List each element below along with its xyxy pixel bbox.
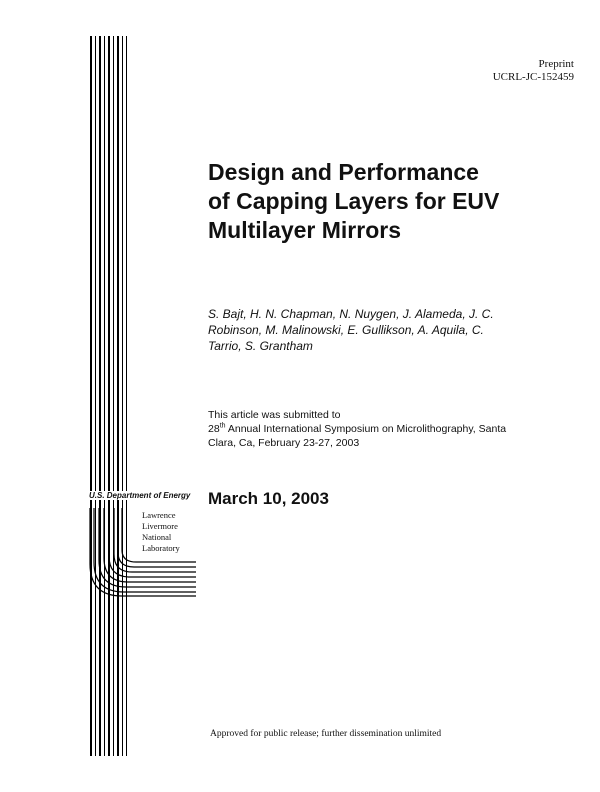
lab-name-line: Laboratory [142, 543, 180, 553]
symposium-name: Annual International Symposium on Microlithography, Santa [225, 423, 507, 435]
submission-line [208, 422, 578, 436]
vertical-rule [99, 36, 101, 756]
vertical-rule [126, 36, 127, 756]
vertical-rule [104, 36, 105, 756]
title-line: of Capping Layers for EUV [208, 188, 500, 214]
vertical-rule [108, 36, 110, 756]
lab-name-line: Lawrence [142, 510, 176, 520]
vertical-rule [122, 36, 123, 756]
authors-line: Robinson, M. Malinowski, E. Gullikson, A. Aquila, C. [208, 323, 484, 337]
lab-name [140, 510, 182, 554]
submission-line: Clara, Ca, February 23-27, 2003 [208, 437, 360, 449]
lab-name-line: National [142, 532, 172, 542]
document-title [208, 158, 578, 245]
ordinal-suffix: th [219, 422, 226, 430]
authors-block [208, 306, 568, 354]
title-line: Design and Performance [208, 159, 479, 185]
vertical-rule [113, 36, 114, 756]
symposium-number: 28 [208, 423, 220, 435]
preprint-header [493, 58, 574, 84]
vertical-rule [90, 36, 92, 756]
authors-line: Tarrio, S. Grantham [208, 339, 313, 353]
report-number: UCRL-JC-152459 [492, 71, 574, 83]
publication-date: March 10, 2003 [208, 489, 329, 508]
vertical-rule [117, 36, 119, 756]
doe-label: U.S. Department of Energy [89, 491, 191, 500]
authors-line: S. Bajt, H. N. Chapman, N. Nuygen, J. Alameda, J. C. [208, 307, 494, 321]
submission-line: This article was submitted to [208, 409, 341, 421]
approval-notice: Approved for public release; further dissemination unlimited [210, 729, 442, 739]
vertical-rule [95, 36, 96, 756]
lab-name-line: Livermore [142, 521, 178, 531]
submission-note [208, 408, 578, 450]
title-line: Multilayer Mirrors [208, 217, 401, 243]
preprint-label: Preprint [538, 58, 574, 70]
